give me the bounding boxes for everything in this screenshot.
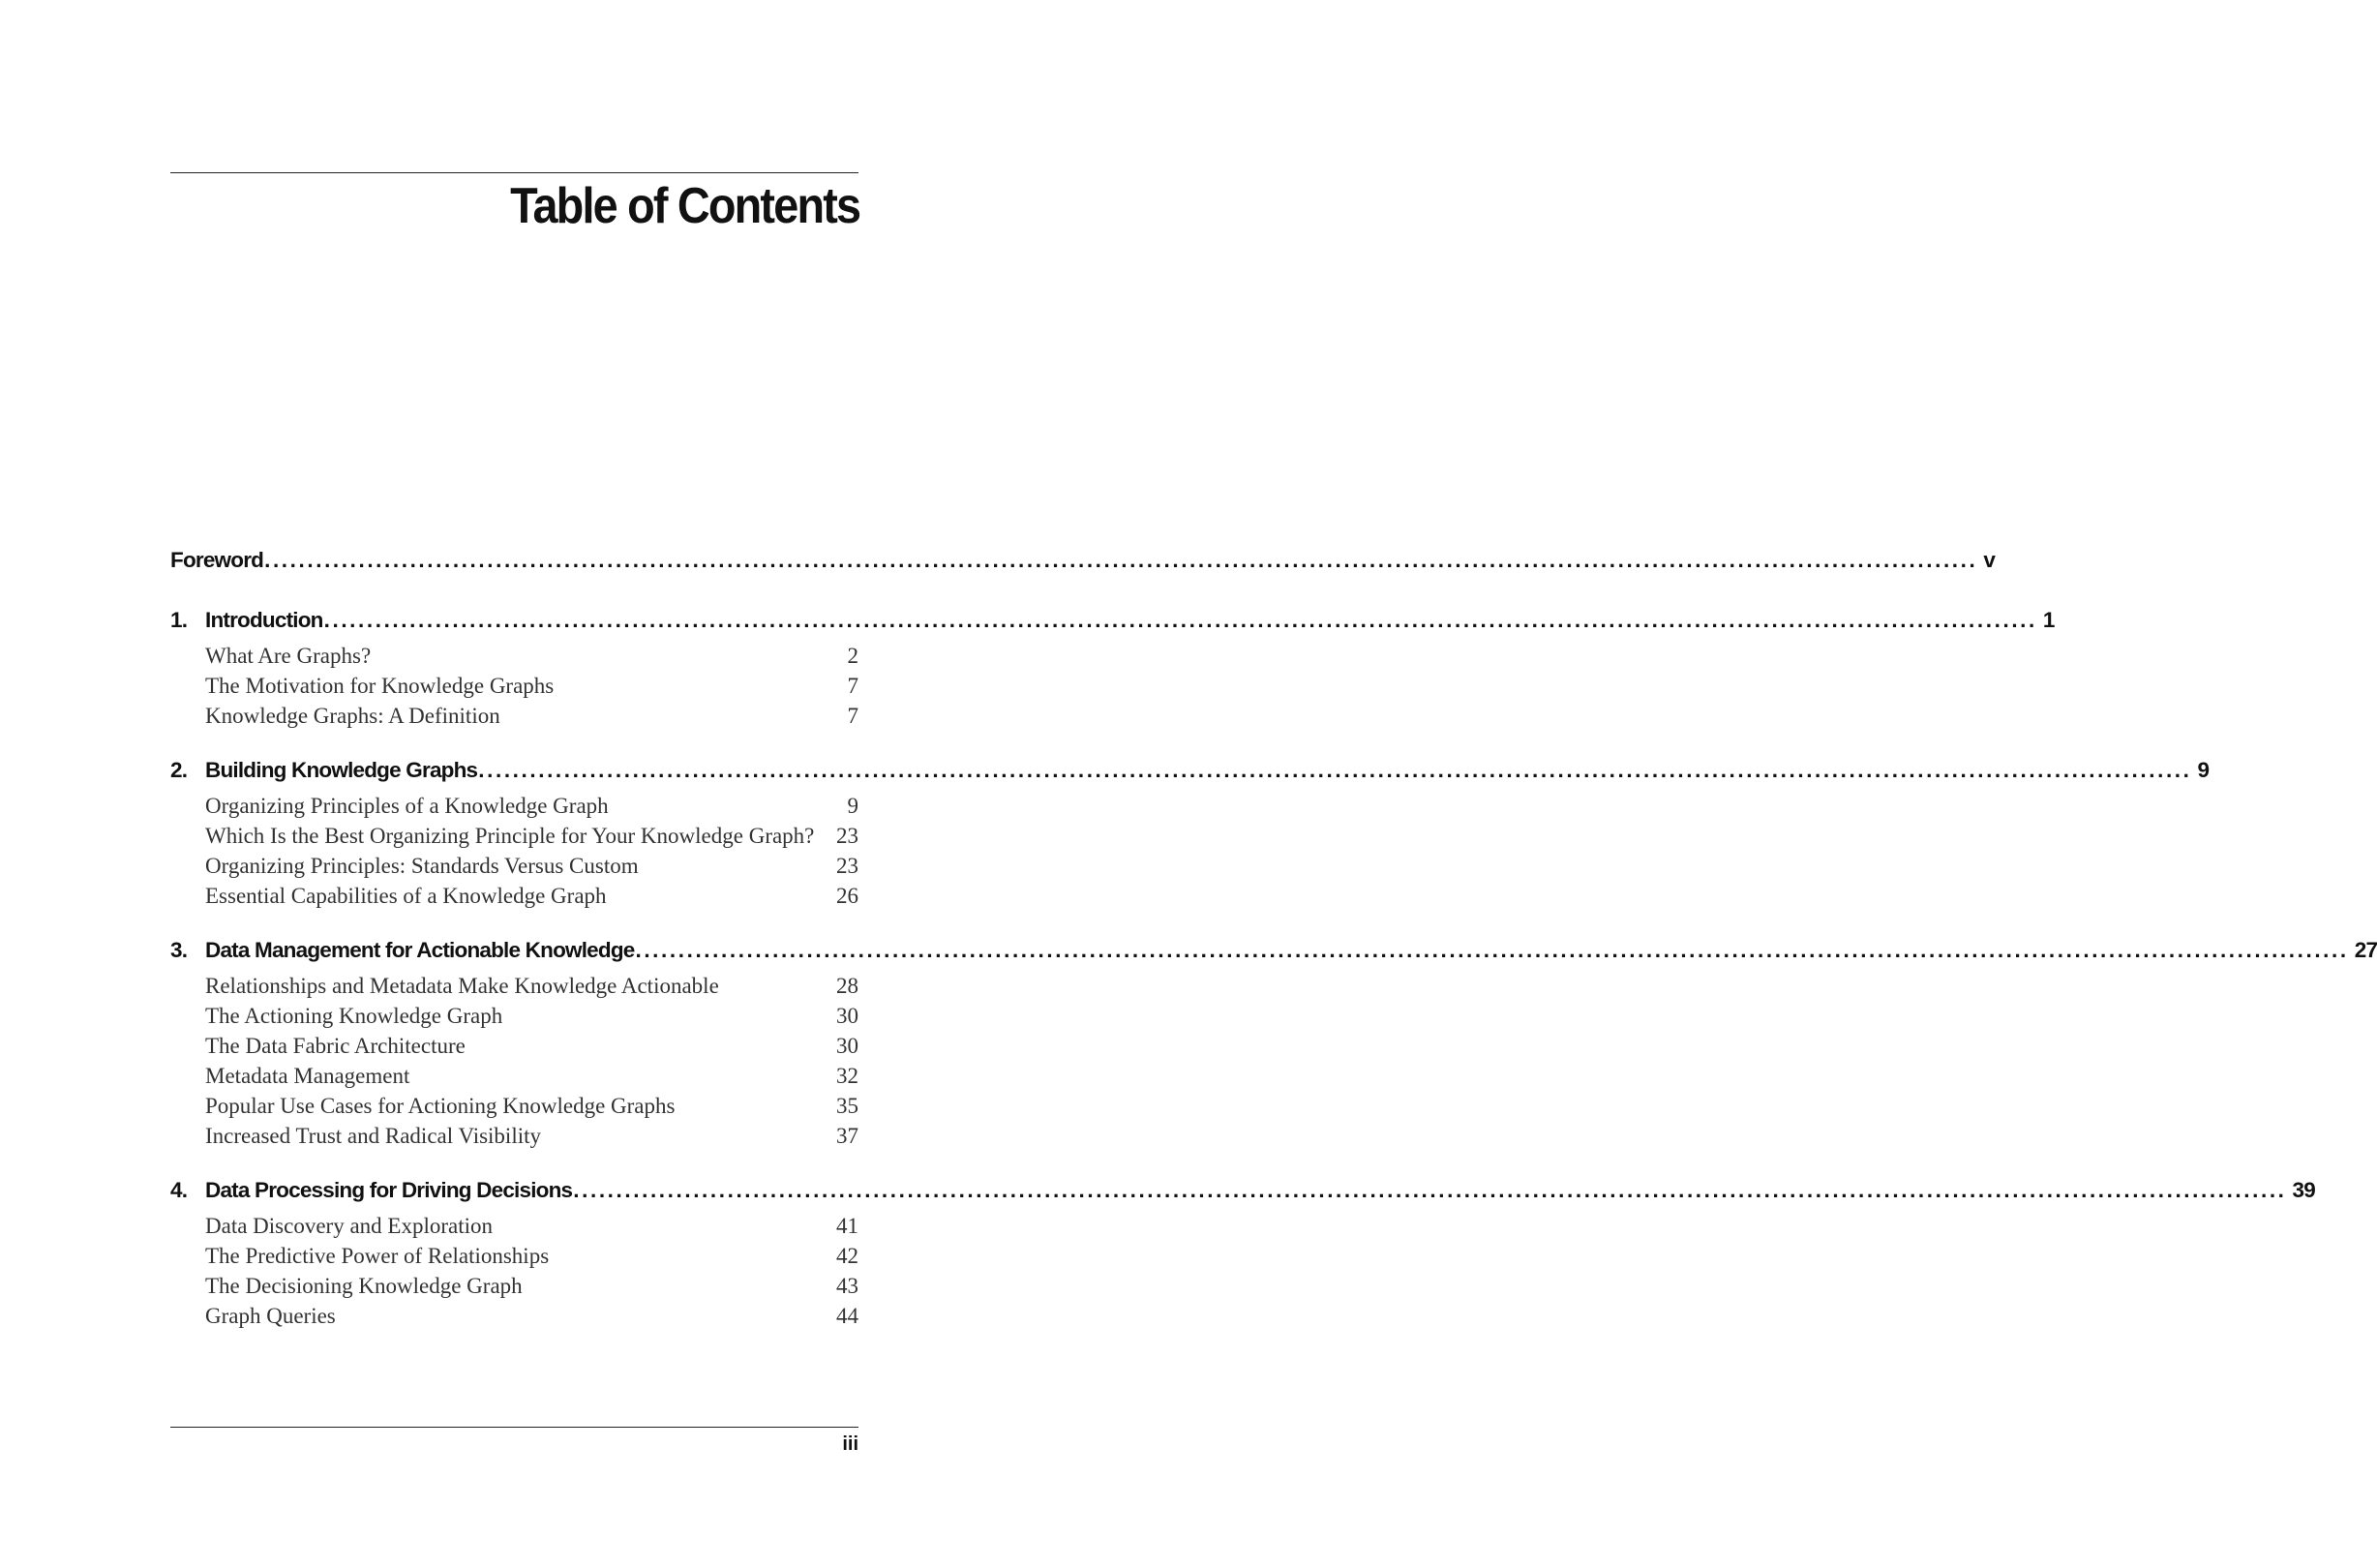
dot-leader: ........................................................................................................................................................................................................ [264,548,1978,572]
section-title: Which Is the Best Organizing Principle for Your Knowledge Graph? [205,824,815,848]
section-title: Graph Queries [205,1304,336,1328]
toc-chapter-entry[interactable] [170,1178,2315,1211]
toc-section-entry[interactable] [170,1061,858,1091]
section-title: Data Discovery and Exploration [205,1214,493,1238]
toc-section-entry[interactable] [170,851,858,881]
section-title: The Data Fabric Architecture [205,1034,466,1058]
section-title: The Predictive Power of Relationships [205,1244,550,1268]
chapter-number: 2. [170,758,188,782]
chapter-title: Data Management for Actionable Knowledge [205,938,635,962]
section-page: 41 [836,1214,858,1238]
chapter-title: Building Knowledge Graphs [205,758,478,782]
chapter-title: Introduction [205,608,323,632]
toc-section-entry[interactable] [170,971,858,1001]
toc-section-entry[interactable] [170,671,858,701]
section-title: Relationships and Metadata Make Knowledge Actionable [205,974,719,998]
section-page: 23 [836,854,858,878]
dot-leader: ........................................................................................................................................................................................................ [635,938,2349,962]
toc-chapter-entry[interactable] [170,758,2210,791]
chapter-list [170,608,2377,1331]
section-page: 26 [836,884,858,908]
toc-section-entry[interactable] [170,1001,858,1031]
section-page: 35 [836,1094,858,1118]
section-title: Metadata Management [205,1064,410,1088]
toc-section-entry[interactable] [170,1121,858,1151]
section-page: 32 [836,1064,858,1088]
toc-section-entry[interactable] [170,821,858,851]
section-page: 43 [836,1274,858,1298]
toc-entry-foreword[interactable] [170,548,1996,581]
toc-entry-title: Foreword [170,548,264,572]
toc-chapter-entry[interactable] [170,938,2377,971]
toc-section-entry[interactable] [170,1031,858,1061]
section-page: 7 [847,674,858,698]
toc-section-entry[interactable] [170,1301,858,1331]
toc-section-entry[interactable] [170,1241,858,1271]
section-page: 30 [836,1034,858,1058]
dot-leader: ........................................................................................................................................................................................................ [573,1178,2287,1202]
table-of-contents [170,548,2377,1331]
toc-section-entry[interactable] [170,641,858,671]
chapter-title: Data Processing for Driving Decisions [205,1178,573,1202]
page-number: iii [842,1433,858,1455]
section-title: Organizing Principles of a Knowledge Graph [205,794,609,818]
chapter-number: 1. [170,608,188,632]
spacer [170,911,858,938]
dot-leader: ........................................................................................................................................................................................................ [323,608,2037,632]
spacer [170,1151,858,1178]
toc-section-entry[interactable] [170,701,858,731]
chapter-page: 27 [2354,938,2377,962]
top-rule [170,172,858,173]
section-page: 9 [847,794,858,818]
toc-section-entry[interactable] [170,1271,858,1301]
bottom-rule [170,1427,858,1428]
section-page: 28 [836,974,858,998]
section-title: Knowledge Graphs: A Definition [205,704,500,728]
chapter-page: 39 [2292,1178,2315,1202]
toc-chapter-entry[interactable] [170,608,2055,641]
chapter-page: 1 [2042,608,2055,632]
section-title: Popular Use Cases for Actioning Knowledge Graphs [205,1094,676,1118]
chapter-number: 4. [170,1178,188,1202]
section-page: 44 [836,1304,858,1328]
toc-section-entry[interactable] [170,1211,858,1241]
dot-leader: ........................................................................................................................................................................................................ [478,758,2192,782]
section-title: Essential Capabilities of a Knowledge Graph [205,884,607,908]
spacer [170,581,858,608]
section-page: 37 [836,1124,858,1148]
section-title: The Motivation for Knowledge Graphs [205,674,555,698]
toc-entry-page: v [1983,548,1996,572]
spacer [170,731,858,758]
section-page: 30 [836,1004,858,1028]
section-page: 2 [847,644,858,668]
toc-section-entry[interactable] [170,881,858,911]
section-title: What Are Graphs? [205,644,372,668]
section-title: The Decisioning Knowledge Graph [205,1274,523,1298]
section-page: 23 [836,824,858,848]
toc-section-entry[interactable] [170,1091,858,1121]
section-page: 7 [847,704,858,728]
section-title: Organizing Principles: Standards Versus Custom [205,854,639,878]
section-page: 42 [836,1244,858,1268]
page-title: Table of Contents [509,178,859,234]
section-title: The Actioning Knowledge Graph [205,1004,503,1028]
toc-section-entry[interactable] [170,791,858,821]
chapter-number: 3. [170,938,188,962]
chapter-page: 9 [2197,758,2210,782]
section-title: Increased Trust and Radical Visibility [205,1124,541,1148]
